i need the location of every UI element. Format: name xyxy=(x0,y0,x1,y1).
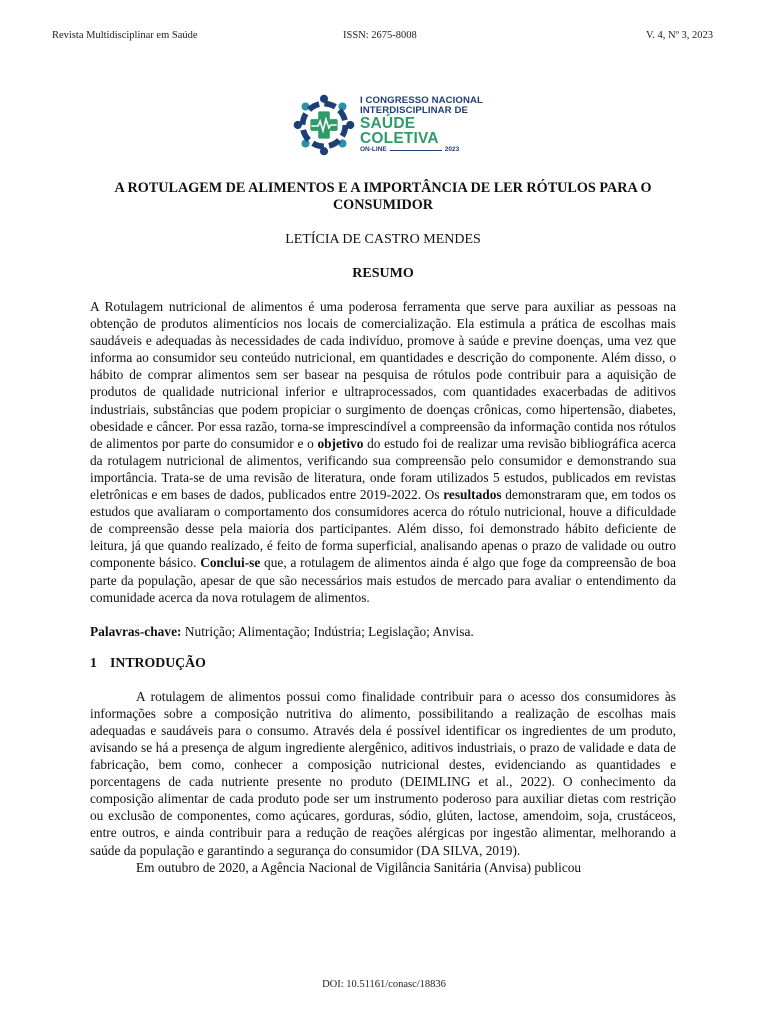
logo-line-2: INTERDISCIPLINAR DE xyxy=(360,104,468,116)
abstract-part-4: que, a rotulagem de alimentos ainda é algo que foge da compreensão de boa parte da população, apesar de que são necessários mais estudos de mercado para avaliar o entendimento da comunidade acerca da nova rotulagem de alimentos. xyxy=(90,555,677,605)
abstract-part-3: demonstraram que, em todos os estudos que avaliaram o comportamento dos consumidores acerca do rótulo nutricional, houve a dificuldade de compreensão desse pela maioria dos participantes. Além disso, foi demonstrado hábito deficiente de leitura, já que quando realizado, é feito de forma superficial, analisando apenas o prazo de validade ou outro componente básico. xyxy=(90,487,676,571)
article-body xyxy=(90,180,676,876)
section-number: 1 xyxy=(90,654,97,670)
abstract-bold-conclui: Conclui-se xyxy=(200,555,261,571)
logo-year: 2023 xyxy=(444,146,460,154)
issn: ISSN: 2675-8008 xyxy=(343,30,417,41)
intro-paragraph-1: A rotulagem de alimentos possui como finalidade contribuir para o acesso dos consumidores às informações sobre a composição nutritiva do alimento, possibilitando a realização de escolhas mais adequadas e saudáveis para o consumo. Através dela é possível identificar os ingredientes de um produto, avisando se há a presença de algum ingrediente alergênico, aditivos industriais, o prazo de validade e data de fabricação, bem como, conhecer a composição nutricional destes, evidenciando as quantidades e porcentagens de cada nutriente presente no produto (DEIMLING et al., 2022). O conhecimento da composição alimentar de cada produto pode ser um instrumento poderoso para auxiliar dietas com restrição ou exclusão de componentes, como açúcares, gorduras, sódio, glúten, lactose, amendoim, soja, crustáceos, entre outros, e ainda contribuir para a redução de reações alérgicas por ingestão alimentar, melhorando a saúde da população e garantindo a segurança do consumidor (DA SILVA, 2019). xyxy=(90,688,676,858)
abstract-text xyxy=(90,298,676,606)
author-name: LETÍCIA DE CASTRO MENDES xyxy=(285,232,481,247)
logo-line-4 xyxy=(360,147,486,154)
abstract-bold-objetivo: objetivo xyxy=(317,435,364,451)
abstract-part-2: do estudo foi de realizar uma revisão bibliográfica acerca da rotulagem nutricional de alimentos, verificando sua compreensão pelo consumidor e demonstrando sua importância. Trata-se de uma revisão de literatura, onde foram utilizados 5 estudos, publicados em revistas eletrônicas e em bases de dados, publicados entre 2019-2022. Os xyxy=(90,435,676,503)
intro-paragraph-2: Em outubro de 2020, a Agência Nacional de Vigilância Sanitária (Anvisa) publicou xyxy=(136,859,582,875)
abstract-heading: RESUMO xyxy=(352,266,414,281)
keywords-label: Palavras-chave: xyxy=(90,623,182,639)
article-title: A ROTULAGEM DE ALIMENTOS E A IMPORTÂNCIA DE LER RÓTULOS PARA O CONSUMIDOR xyxy=(114,180,652,213)
journal-name: Revista Multidisciplinar em Saúde xyxy=(52,30,198,41)
logo-online: ON-LINE xyxy=(360,146,387,154)
abstract-bold-resultados: resultados xyxy=(443,487,502,503)
logo-line-3: SAÚDE COLETIVA xyxy=(360,114,439,148)
section-title: INTRODUÇÃO xyxy=(110,654,206,670)
congress-logo xyxy=(290,86,486,164)
keywords xyxy=(90,623,676,640)
logo-divider xyxy=(390,150,442,151)
keywords-list: Nutrição; Alimentação; Indústria; Legislação; Anvisa. xyxy=(181,623,474,639)
logo-wordmark xyxy=(360,96,486,154)
volume-issue: V. 4, Nº 3, 2023 xyxy=(646,30,713,41)
logo-line-1: I CONGRESSO NACIONAL xyxy=(360,95,483,107)
abstract-part-1: A Rotulagem nutricional de alimentos é uma poderosa ferramenta que serve para auxiliar as pessoas na obtenção de produtos alimentícios nos locais de comercialização. Ela estimula a prática de escolhas mais saudáveis e adequadas às necessidades de cada indivíduo, promove à saúde e previne doenças, uma vez que informa ao consumidor seu conteúdo nutricional, em quantidades e descrição do componente. Além disso, o hábito de comprar alimentos sem ser basear na pesquisa de rótulos pode contribuir para a aquisição de produtos de qualidade nutricional inferior e ultraprocessados, com quantidades exacerbadas de aditivos industriais, substâncias que podem propiciar o surgimento de doenças crônicas, como hipertensão, diabetes, obesidade e câncer. Por essa razão, torna-se imprescindível a compreensão da informação contida nos rótulos de alimentos por parte do consumidor e o xyxy=(90,299,676,451)
doi-footer: DOI: 10.51161/conasc/18836 xyxy=(322,979,446,990)
section-heading xyxy=(90,654,676,671)
people-circle-cross-icon xyxy=(290,91,358,159)
